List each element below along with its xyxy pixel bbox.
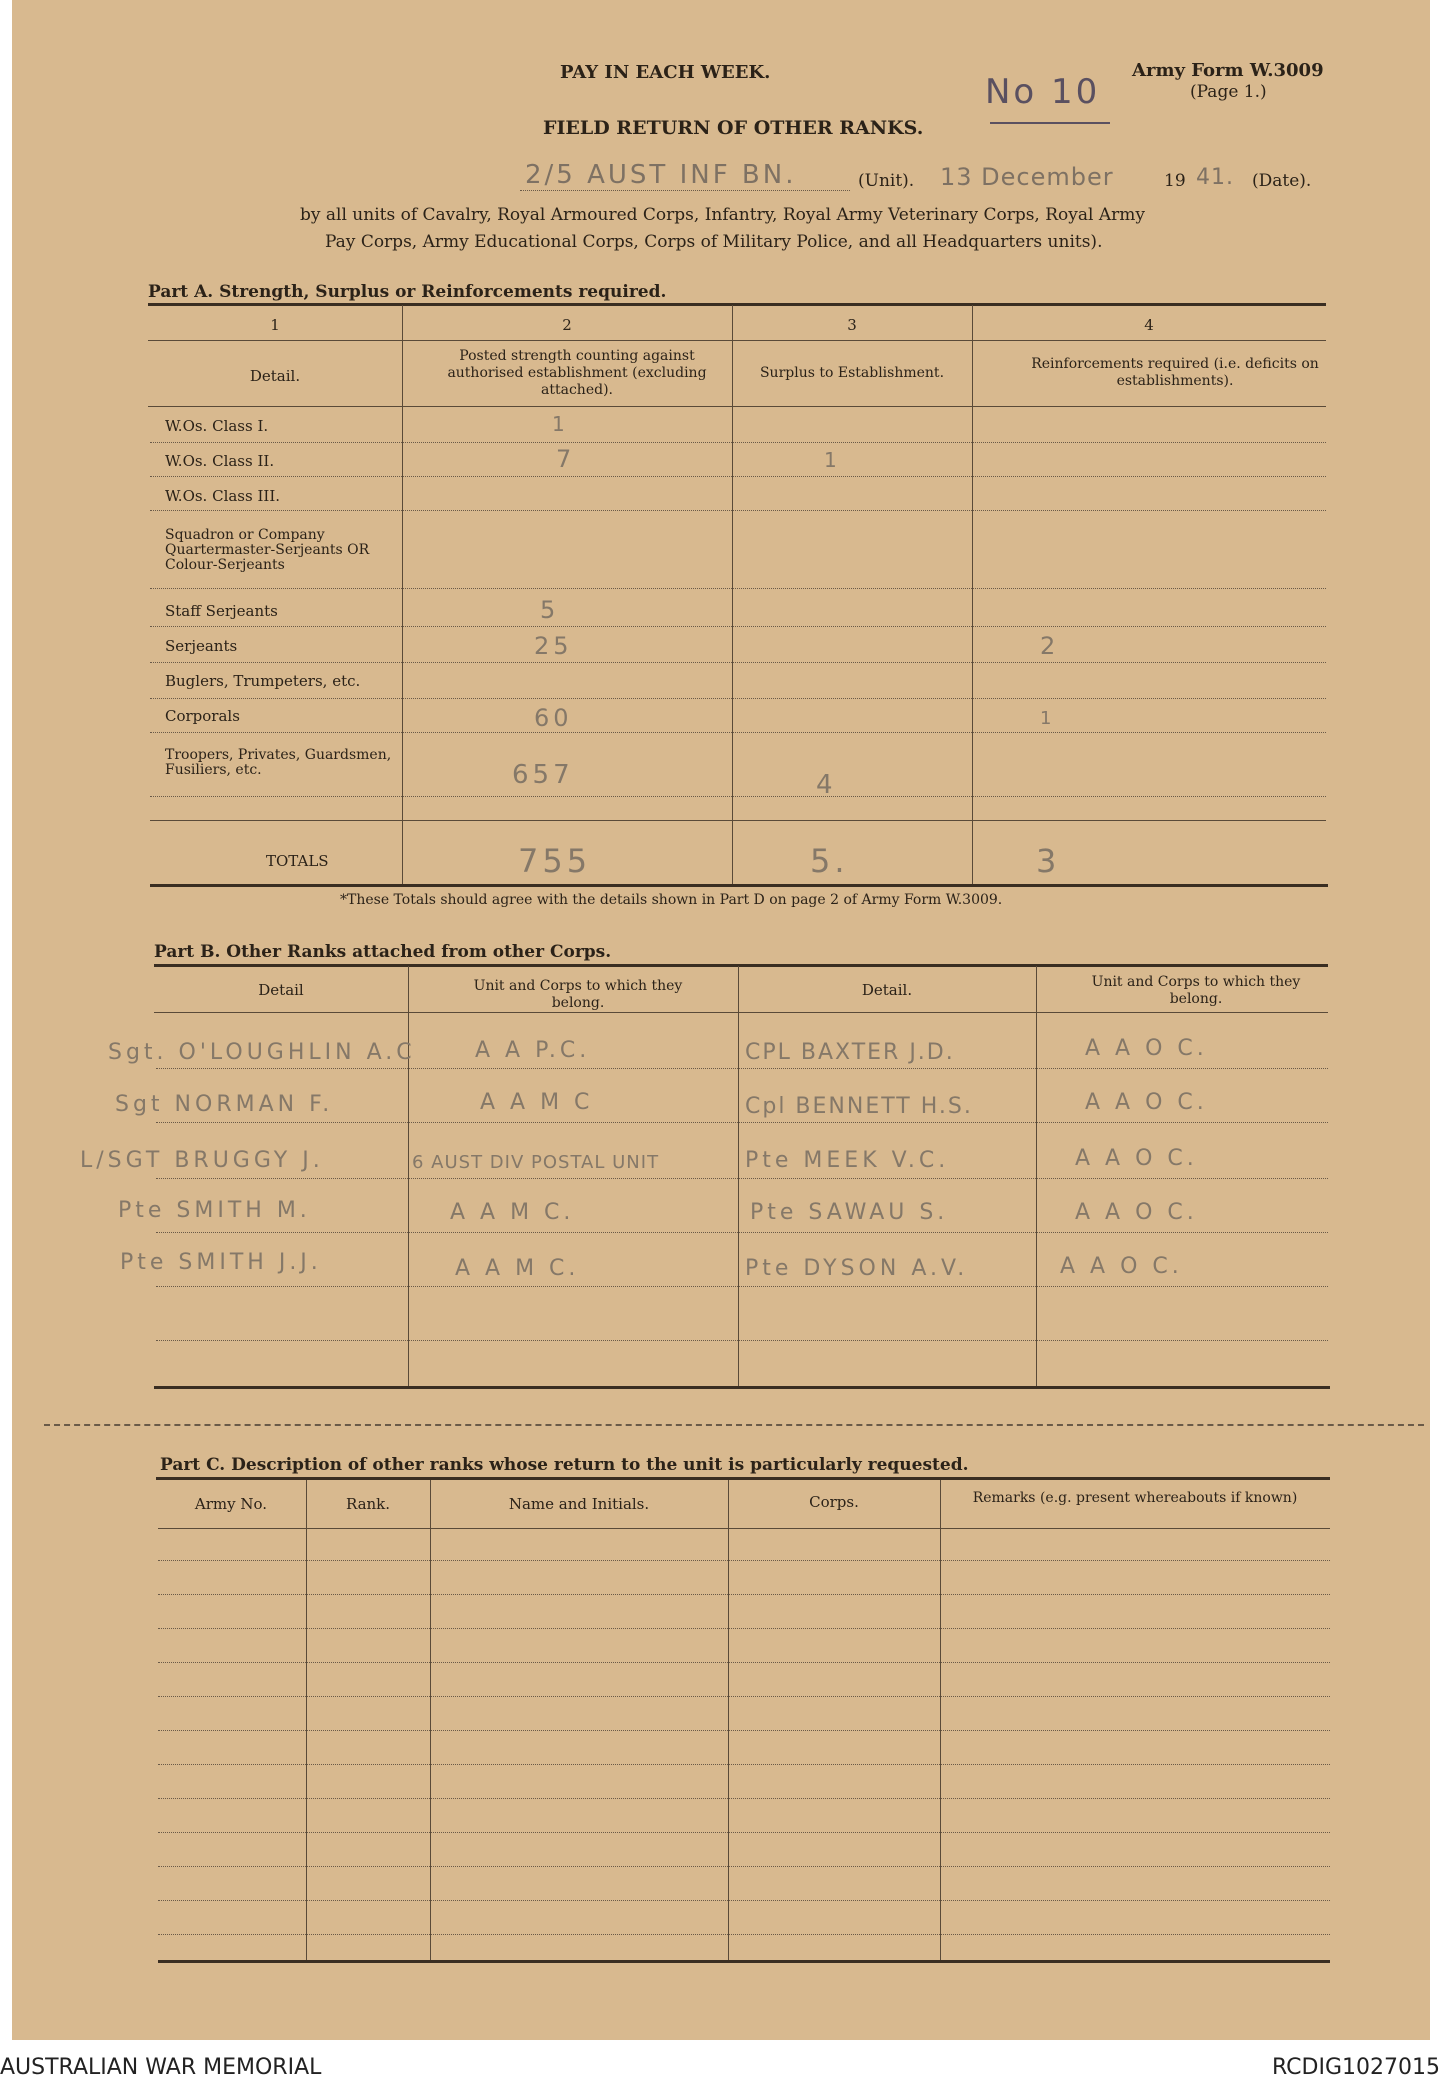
totals-label: TOTALS bbox=[266, 852, 329, 870]
part-b-col-divider-1 bbox=[408, 966, 409, 1388]
b-unit-left: A A M C. bbox=[455, 1256, 580, 1281]
c-row-rule bbox=[158, 1696, 1330, 1697]
date-year-suffix: 41. bbox=[1196, 165, 1234, 190]
part-c-bottom-rule bbox=[158, 1960, 1330, 1963]
row-posted: 7 bbox=[556, 445, 576, 473]
c-row-rule bbox=[158, 1900, 1330, 1901]
footer-archive-name: AUSTRALIAN WAR MEMORIAL bbox=[0, 2055, 322, 2080]
unit-value: 2/5 AUST INF BN. bbox=[525, 160, 797, 190]
b-unit-right: A A O C. bbox=[1075, 1200, 1198, 1225]
c-header-rank: Rank. bbox=[345, 1495, 391, 1513]
c-header-army-no: Army No. bbox=[194, 1495, 268, 1513]
main-title: FIELD RETURN OF OTHER RANKS. bbox=[543, 117, 924, 139]
b-header-unit-right: Unit and Corps to which they belong. bbox=[1091, 974, 1301, 1007]
col-header-surplus: Surplus to Establishment. bbox=[759, 365, 945, 381]
col-num-3: 3 bbox=[847, 316, 857, 334]
c-header-corps: Corps. bbox=[809, 1493, 859, 1511]
part-c-col-divider-3 bbox=[728, 1480, 729, 1960]
part-a-col-divider-3 bbox=[972, 305, 973, 885]
b-detail-left: Pte SMITH J.J. bbox=[120, 1250, 322, 1275]
row-detail: W.Os. Class II. bbox=[165, 452, 275, 470]
row-posted: 1 bbox=[552, 412, 569, 436]
b-unit-right: A A O C. bbox=[1060, 1254, 1183, 1279]
b-detail-right: Pte SAWAU S. bbox=[750, 1200, 949, 1225]
c-header-name: Name and Initials. bbox=[508, 1495, 650, 1513]
part-c-title: Part C. Description of other ranks whose return to the unit is particularly requested. bbox=[160, 1455, 969, 1475]
date-label: (Date). bbox=[1252, 171, 1312, 191]
row-posted: 60 bbox=[534, 704, 573, 732]
b-detail-left: Pte SMITH M. bbox=[118, 1198, 311, 1223]
b-detail-right: Pte DYSON A.V. bbox=[745, 1256, 969, 1281]
b-header-detail-left: Detail bbox=[258, 981, 304, 999]
col-num-4: 4 bbox=[1144, 316, 1154, 334]
row-posted: 5 bbox=[540, 596, 560, 624]
row-reinforcements: 2 bbox=[1040, 632, 1060, 660]
b-unit-right: A A O C. bbox=[1085, 1036, 1208, 1061]
part-c-col-divider-4 bbox=[940, 1480, 941, 1960]
b-detail-right: CPL BAXTER J.D. bbox=[745, 1040, 955, 1065]
row-detail: W.Os. Class I. bbox=[165, 417, 269, 435]
title-fragment: PAY IN EACH WEEK. bbox=[560, 62, 771, 83]
unit-dotline bbox=[520, 190, 850, 191]
form-number-underline bbox=[990, 122, 1110, 124]
row-reinforcements: 1 bbox=[1040, 708, 1056, 729]
b-row-rule bbox=[156, 1068, 1328, 1069]
row-rule bbox=[150, 476, 1326, 477]
form-number-handwritten: No 10 bbox=[985, 72, 1101, 112]
row-rule bbox=[150, 626, 1326, 627]
col-header-reinforcements: Reinforcements required (i.e. deficits on establishments). bbox=[1031, 356, 1319, 389]
b-header-unit-left: Unit and Corps to which they belong. bbox=[473, 978, 683, 1011]
b-unit-right: A A O C. bbox=[1075, 1146, 1198, 1171]
col-header-detail: Detail. bbox=[249, 367, 301, 385]
col-num-2: 2 bbox=[562, 316, 572, 334]
c-row-rule bbox=[158, 1798, 1330, 1799]
totals-top-rule bbox=[150, 820, 1326, 821]
part-b-col-divider-2 bbox=[738, 966, 739, 1388]
part-c-col-divider-2 bbox=[430, 1480, 431, 1960]
row-detail: Serjeants bbox=[165, 637, 238, 655]
c-header-remarks: Remarks (e.g. present whereabouts if known) bbox=[972, 1490, 1298, 1506]
part-a-bottom-rule bbox=[150, 884, 1328, 887]
totals-posted: 755 bbox=[518, 842, 592, 880]
row-detail: Squadron or Company Quartermaster-Serjeants OR Colour-Serjeants bbox=[165, 527, 370, 573]
part-a-col-divider-2 bbox=[732, 305, 733, 885]
c-row-rule bbox=[158, 1560, 1330, 1561]
col-num-1: 1 bbox=[270, 316, 280, 334]
part-a-col-divider-1 bbox=[402, 305, 403, 885]
b-header-rule bbox=[154, 1012, 1328, 1013]
form-page: (Page 1.) bbox=[1190, 82, 1267, 102]
c-header-rule bbox=[158, 1528, 1330, 1529]
applies-line-1: by all units of Cavalry, Royal Armoured Corps, Infantry, Royal Army Veterinary Corps, Royal Army bbox=[300, 205, 1145, 225]
part-c-top-rule bbox=[156, 1477, 1330, 1480]
b-detail-left: Sgt. O'LOUGHLIN A.C bbox=[108, 1040, 416, 1065]
b-unit-left: A A M C bbox=[480, 1090, 594, 1115]
row-surplus: 4 bbox=[816, 770, 837, 800]
b-detail-right: Cpl BENNETT H.S. bbox=[745, 1094, 973, 1119]
b-detail-left: L/SGT BRUGGY J. bbox=[80, 1148, 324, 1173]
perforation-line bbox=[44, 1424, 1424, 1426]
part-a-top-rule bbox=[148, 303, 1326, 306]
b-unit-left: A A P.C. bbox=[475, 1038, 591, 1063]
c-row-rule bbox=[158, 1866, 1330, 1867]
row-rule bbox=[150, 732, 1326, 733]
c-row-rule bbox=[158, 1662, 1330, 1663]
b-row-rule bbox=[156, 1122, 1328, 1123]
row-detail: Corporals bbox=[165, 707, 240, 725]
row-detail: W.Os. Class III. bbox=[165, 487, 281, 505]
row-rule bbox=[150, 510, 1326, 511]
row-rule bbox=[150, 796, 1326, 797]
b-empty-row-rule bbox=[156, 1340, 1328, 1341]
row-rule bbox=[150, 442, 1326, 443]
part-b-top-rule bbox=[154, 964, 1328, 967]
footer-record-id: RCDIG1027015 bbox=[1271, 2055, 1440, 2080]
c-row-rule bbox=[158, 1628, 1330, 1629]
col-header-posted: Posted strength counting against authorised establishment (excluding attached). bbox=[447, 348, 707, 398]
row-surplus: 1 bbox=[824, 448, 841, 472]
b-unit-left: A A M C. bbox=[450, 1200, 575, 1225]
part-b-col-divider-3 bbox=[1036, 966, 1037, 1388]
date-year-prefix: 19 bbox=[1164, 171, 1186, 191]
row-rule bbox=[150, 698, 1326, 699]
row-detail: Troopers, Privates, Guardsmen, Fusiliers, etc. bbox=[165, 747, 392, 778]
c-row-rule bbox=[158, 1764, 1330, 1765]
b-detail-right: Pte MEEK V.C. bbox=[745, 1148, 950, 1173]
part-b-bottom-rule bbox=[154, 1386, 1330, 1389]
row-posted: 657 bbox=[512, 760, 574, 790]
part-b-title: Part B. Other Ranks attached from other Corps. bbox=[154, 942, 612, 962]
applies-line-2: Pay Corps, Army Educational Corps, Corps of Military Police, and all Headquarters units). bbox=[325, 232, 1103, 252]
row-posted: 25 bbox=[534, 632, 573, 660]
part-a-footnote: *These Totals should agree with the details shown in Part D on page 2 of Army Form W.3009. bbox=[340, 892, 1003, 908]
b-detail-left: Sgt NORMAN F. bbox=[115, 1092, 334, 1117]
totals-reinforcements: 3 bbox=[1036, 842, 1061, 880]
row-detail: Staff Serjeants bbox=[165, 602, 278, 620]
col-header-rule bbox=[148, 406, 1326, 407]
b-row-rule bbox=[156, 1232, 1328, 1233]
row-rule bbox=[150, 588, 1326, 589]
form-paper bbox=[12, 0, 1430, 2040]
date-day-month: 13 December bbox=[940, 163, 1114, 191]
part-c-col-divider-1 bbox=[306, 1480, 307, 1960]
row-detail: Buglers, Trumpeters, etc. bbox=[165, 672, 361, 690]
b-row-rule bbox=[156, 1286, 1328, 1287]
c-row-rule bbox=[158, 1934, 1330, 1935]
row-rule bbox=[150, 662, 1326, 663]
c-row-rule bbox=[158, 1594, 1330, 1595]
b-header-detail-right: Detail. bbox=[861, 981, 913, 999]
part-a-title: Part A. Strength, Surplus or Reinforcements required. bbox=[148, 282, 667, 302]
c-row-rule bbox=[158, 1730, 1330, 1731]
form-name: Army Form W.3009 bbox=[1132, 60, 1324, 81]
b-unit-right: A A O C. bbox=[1085, 1090, 1208, 1115]
totals-surplus: 5. bbox=[810, 842, 849, 880]
c-row-rule bbox=[158, 1832, 1330, 1833]
unit-label: (Unit). bbox=[858, 171, 915, 191]
b-row-rule bbox=[156, 1178, 1328, 1179]
b-unit-left: 6 AUST DIV POSTAL UNIT bbox=[412, 1152, 660, 1173]
col-num-rule bbox=[148, 340, 1326, 341]
